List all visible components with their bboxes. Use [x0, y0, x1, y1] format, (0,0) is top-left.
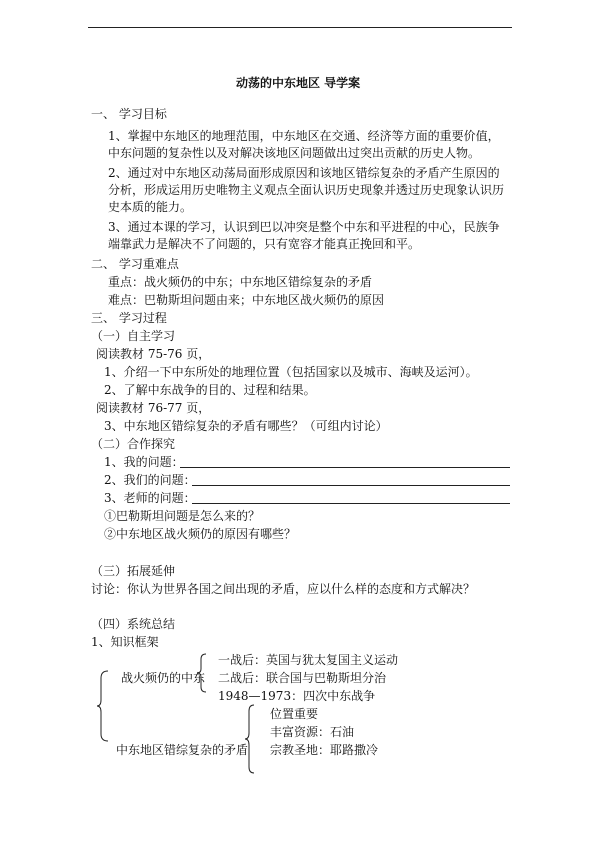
part-heading-self-study: （一）自主学习 — [91, 329, 176, 343]
teacher-question-label: 3、老师的问题： — [104, 491, 196, 505]
wars-brace — [196, 653, 208, 693]
question-2: 2、了解中东战争的目的、过程和结果。 — [104, 383, 316, 397]
difficult-point: 难点：巴勒斯坦问题由来；中东地区战火频仍的原因 — [108, 293, 385, 307]
header-rule — [88, 27, 512, 28]
our-question-blank[interactable] — [192, 485, 510, 486]
part-heading-summary: （四）系统总结 — [91, 617, 176, 631]
question-1: 1、介绍一下中东所处的地理位置（包括国家以及城市、海峡及运河）。 — [104, 365, 478, 379]
question-3: 3、中东地区错综复杂的矛盾有哪些？（可组内讨论） — [104, 419, 388, 433]
conflicts-item-3: 宗教圣地：耶路撒冷 — [270, 743, 379, 757]
section-heading-process: 三、 学习过程 — [91, 311, 167, 325]
discussion-question: 讨论：你认为世界各国之间出现的矛盾，应以什么样的态度和方式解决？ — [91, 582, 476, 596]
document-title: 动荡的中东地区 导学案 — [236, 76, 361, 90]
reading-range-2: 阅读教材 76-77 页， — [96, 401, 211, 415]
my-question-blank[interactable] — [180, 467, 510, 468]
goal-item-1: 1、掌握中东地区的地理范围，中东地区在交通、经济等方面的重要价值，中东问题的复杂性以及对解决该地区问题做出过突出贡献的历史人物。 — [108, 129, 500, 160]
wars-item-3: 1948—1973：四次中东战争 — [218, 689, 376, 703]
section-heading-key-points: 二、 学习重难点 — [91, 257, 179, 271]
section-heading-goals: 一、 学习目标 — [91, 107, 167, 121]
part-heading-extension: （三）拓展延伸 — [91, 564, 176, 578]
wars-item-1: 一战后：英国与犹太复国主义运动 — [218, 653, 399, 667]
my-question-label: 1、我的问题： — [104, 455, 184, 469]
key-point: 重点：战火频仍的中东；中东地区错综复杂的矛盾 — [108, 275, 373, 289]
goal-item-3: 3、通过本课的学习，认识到巴以冲突是整个中东和平进程的中心，民族争端靠武力是解决不了问题的，只有宽容才能真正挽回和平。 — [108, 220, 500, 251]
our-question-label: 2、我们的问题： — [104, 473, 196, 487]
teacher-question-2: ②中东地区战火频仍的原因有哪些？ — [104, 527, 297, 541]
goal-item-2: 2、通过对中东地区动荡局面形成原因和该地区错综复杂的矛盾产生原因的分析，形成运用历史唯物主义观点全面认识历史现象并透过历史现象认识历史本质的能力。 — [108, 166, 505, 214]
conflicts-item-2: 丰富资源：石油 — [270, 725, 355, 739]
conflicts-item-1: 位置重要 — [270, 707, 319, 721]
reading-range-1: 阅读教材 75-76 页， — [96, 347, 211, 361]
main-brace — [96, 670, 110, 742]
teacher-question-blank[interactable] — [192, 503, 510, 504]
conflicts-brace — [244, 704, 256, 774]
branch-conflicts-label: 中东地区错综复杂的矛盾 — [116, 743, 249, 757]
branch-wars-label: 战火频仍的中东 — [121, 671, 206, 685]
knowledge-framework-label: 1、知识框架 — [91, 635, 159, 649]
teacher-question-1: ①巴勒斯坦问题是怎么来的？ — [104, 509, 261, 523]
wars-item-2: 二战后：联合国与巴勒斯坦分治 — [218, 671, 387, 685]
part-heading-cooperative: （二）合作探究 — [91, 437, 176, 451]
